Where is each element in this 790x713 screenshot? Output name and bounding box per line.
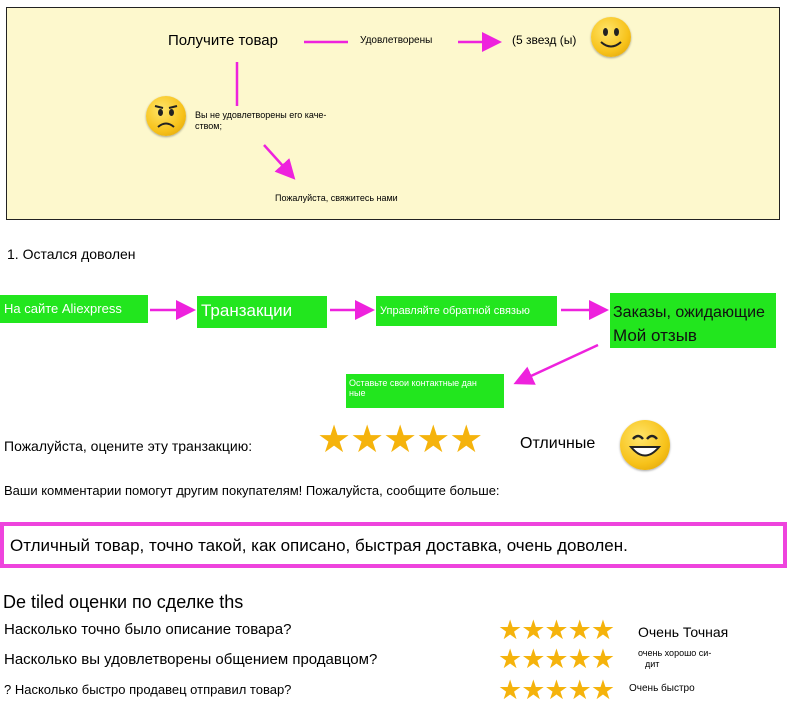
- feedback-textbox[interactable]: [0, 522, 787, 568]
- satisfied-label: Удовлетворены: [360, 35, 433, 46]
- step-leave-line1: Оставьте свои контактные дан: [349, 378, 477, 388]
- detail-label-1: Очень Точная: [638, 624, 729, 640]
- detail-question-3: ? Насколько быстро продавец отправил товар?: [4, 682, 292, 697]
- detail-label-3: Очень быстро: [629, 683, 695, 694]
- rating-value-label: Отличные: [520, 435, 596, 452]
- happy-face-icon: [591, 17, 631, 57]
- detail-stars-2[interactable]: ★★★★★: [498, 644, 615, 674]
- contact-us-label: Пожалуйста, свяжитесь нами: [275, 193, 398, 203]
- step-transactions: [197, 296, 327, 328]
- step-transactions-label: Транзакции: [201, 301, 293, 320]
- comments-prompt: Ваши комментарии помогут другим покупателям! Пожалуйста, сообщите больше:: [4, 483, 500, 498]
- unsatisfied-line1: Вы не удовлетворены его каче-: [195, 110, 327, 120]
- detailed-ratings-title: De tiled оценки по сделке ths: [3, 592, 244, 612]
- step-orders-line1: Заказы, ожидающие: [613, 304, 765, 321]
- step-aliexpress: [0, 295, 148, 323]
- unsatisfied-line2: ством;: [195, 121, 222, 131]
- steps-heading: 1. Остался доволен: [7, 246, 136, 262]
- step-aliexpress-label: На сайте Aliexpress: [4, 301, 122, 316]
- detail-label-2-line1: очень хорошо си-: [638, 648, 712, 658]
- rating-prompt: Пожалуйста, оцените эту транзакцию:: [4, 438, 253, 454]
- grin-face-icon: [620, 420, 670, 470]
- five-stars-label: (5 звезд (ы): [512, 33, 577, 47]
- step-orders-line2: Мой отзыв: [613, 326, 697, 345]
- step-manage-feedback: [376, 296, 557, 326]
- detail-question-1: Насколько точно было описание товара?: [4, 621, 292, 638]
- detail-label-2-line2: дит: [645, 659, 660, 669]
- sad-face-icon: [146, 96, 186, 136]
- arrow-orders-to-leave: [518, 345, 598, 382]
- detail-stars-3[interactable]: ★★★★★: [498, 675, 615, 705]
- step-leave-contacts: [346, 374, 504, 408]
- rating-stars[interactable]: ★★★★★: [317, 419, 483, 461]
- step-manage-feedback-label: Управляйте обратной связью: [380, 305, 530, 317]
- detail-question-2: Насколько вы удовлетворены общением продавцом?: [4, 651, 378, 668]
- detail-stars-1[interactable]: ★★★★★: [498, 615, 615, 645]
- feedback-text: Отличный товар, точно такой, как описано, быстрая доставка, очень доволен.: [10, 536, 628, 555]
- step-leave-line2: ные: [349, 388, 366, 398]
- receive-goods-label: Получите товар: [168, 32, 278, 49]
- step-orders: [610, 293, 776, 348]
